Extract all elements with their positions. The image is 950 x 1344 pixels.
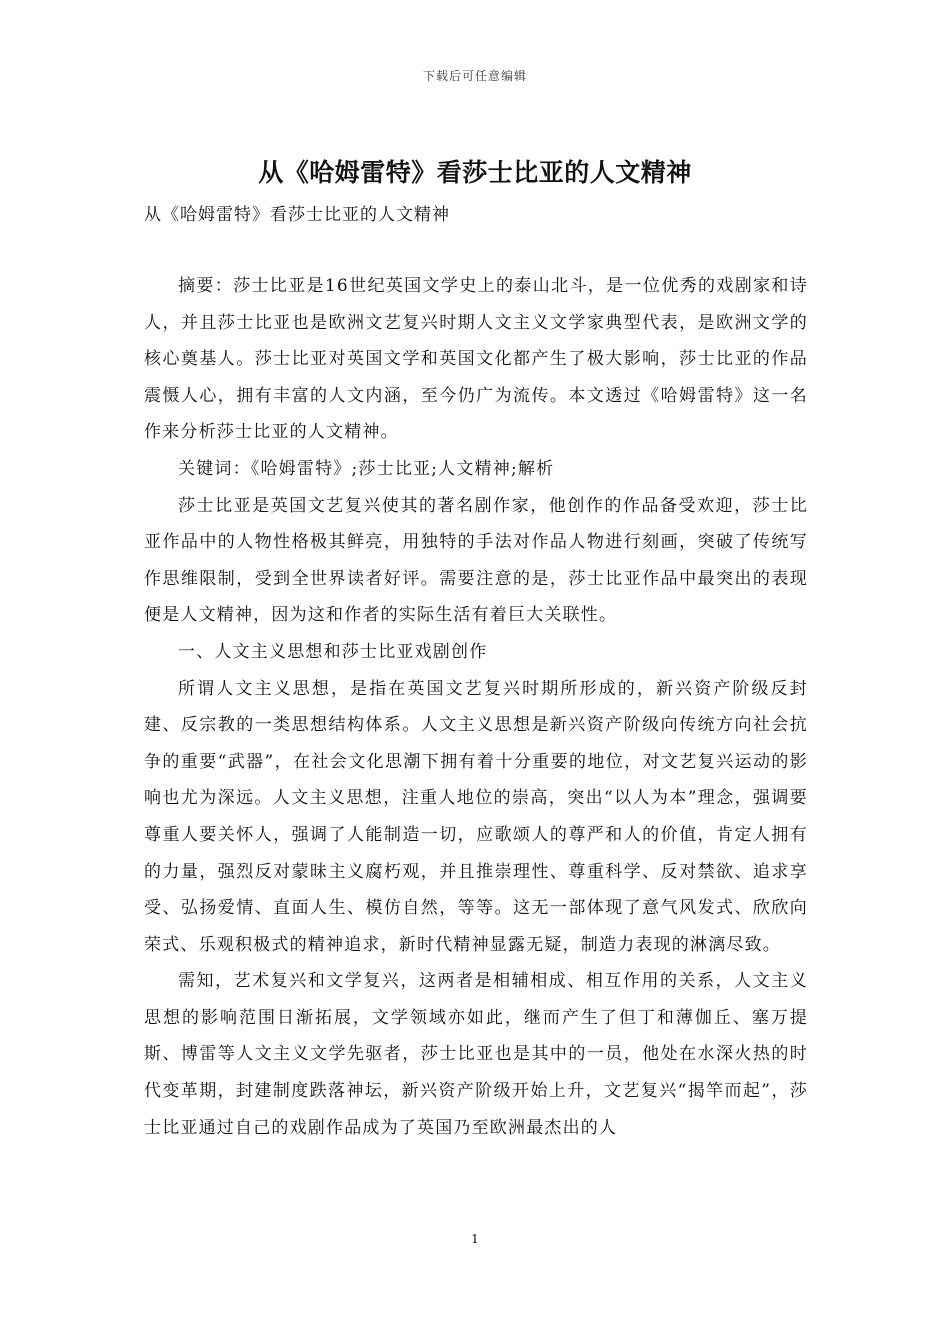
page-header: 下载后可任意编辑: [422, 69, 527, 83]
abstract-paragraph: 摘要：莎士比亚是16世纪英国文学史上的泰山北斗，是一位优秀的戏剧家和诗人，并且莎士比亚也是欧洲文艺复兴时期人文主义文学家典型代表，是欧洲文学的核心奠基人。莎士比亚对英国文学和英国文化都产生了极大影响，莎士比亚的作品震慑人心，拥有丰富的人文内涵，至今仍广为流传。本文透过《哈姆雷特》这一名作来分析莎士比亚的人文精神。: [144, 276, 808, 443]
document-subtitle: 从《哈姆雷特》看莎士比亚的人文精神: [144, 205, 450, 225]
body-paragraph: 需知，艺术复兴和文学复兴，这两者是相辅相成、相互作用的关系，人文主义思想的影响范围日渐拓展，文学领域亦如此，继而产生了但丁和薄伽丘、塞万提斯、博雷等人文主义文学先驱者，莎士比亚也是其中的一员，他处在水深火热的时代变革期，封建制度跌落神坛，新兴资产阶级开始上升，文艺复兴“揭竿而起”，莎士比亚通过自己的戏剧作品成为了英国乃至欧洲最杰出的人: [144, 971, 808, 1138]
section-heading: 一、人文主义思想和莎士比亚戏剧创作: [178, 641, 488, 662]
document-title: 从《哈姆雷特》看莎士比亚的人文精神: [258, 158, 692, 187]
intro-paragraph: 莎士比亚是英国文艺复兴使其的著名剧作家，他创作的作品备受欢迎，莎士比亚作品中的人物性格极其鲜亮，用独特的手法对作品人物进行刻画，突破了传统写作思维限制，受到全世界读者好评。需要注意的是，莎士比亚作品中最突出的表现便是人文精神，因为这和作者的实际生活有着巨大关联性。: [144, 495, 808, 626]
document-body: [144, 268, 808, 1146]
keywords-paragraph: 关键词：《哈姆雷特》;莎士比亚;人文精神;解析: [178, 458, 555, 479]
body-paragraph: 所谓人文主义思想，是指在英国文艺复兴时期所形成的，新兴资产阶级反封建、反宗教的一类思想结构体系。人文主义思想是新兴资产阶级向传统方向社会抗争的重要“武器”，在社会文化思潮下拥有着十分重要的地位，对文艺复兴运动的影响也尤为深远。人文主义思想，注重人地位的崇高，突出“以人为本”理念，强调要尊重人要关怀人，强调了人能制造一切，应歌颂人的尊严和人的价值，肯定人拥有的力量，强烈反对蒙昧主义腐朽观，并且推崇理性、尊重科学、反对禁欲、追求享受、弘扬爱情、直面人生、模仿自然，等等。这无一部体现了意气风发式、欣欣向荣式、乐观积极式的精神追求，新时代精神显露无疑，制造力表现的淋漓尽致。: [144, 678, 808, 955]
page-number: 1: [471, 1232, 479, 1246]
